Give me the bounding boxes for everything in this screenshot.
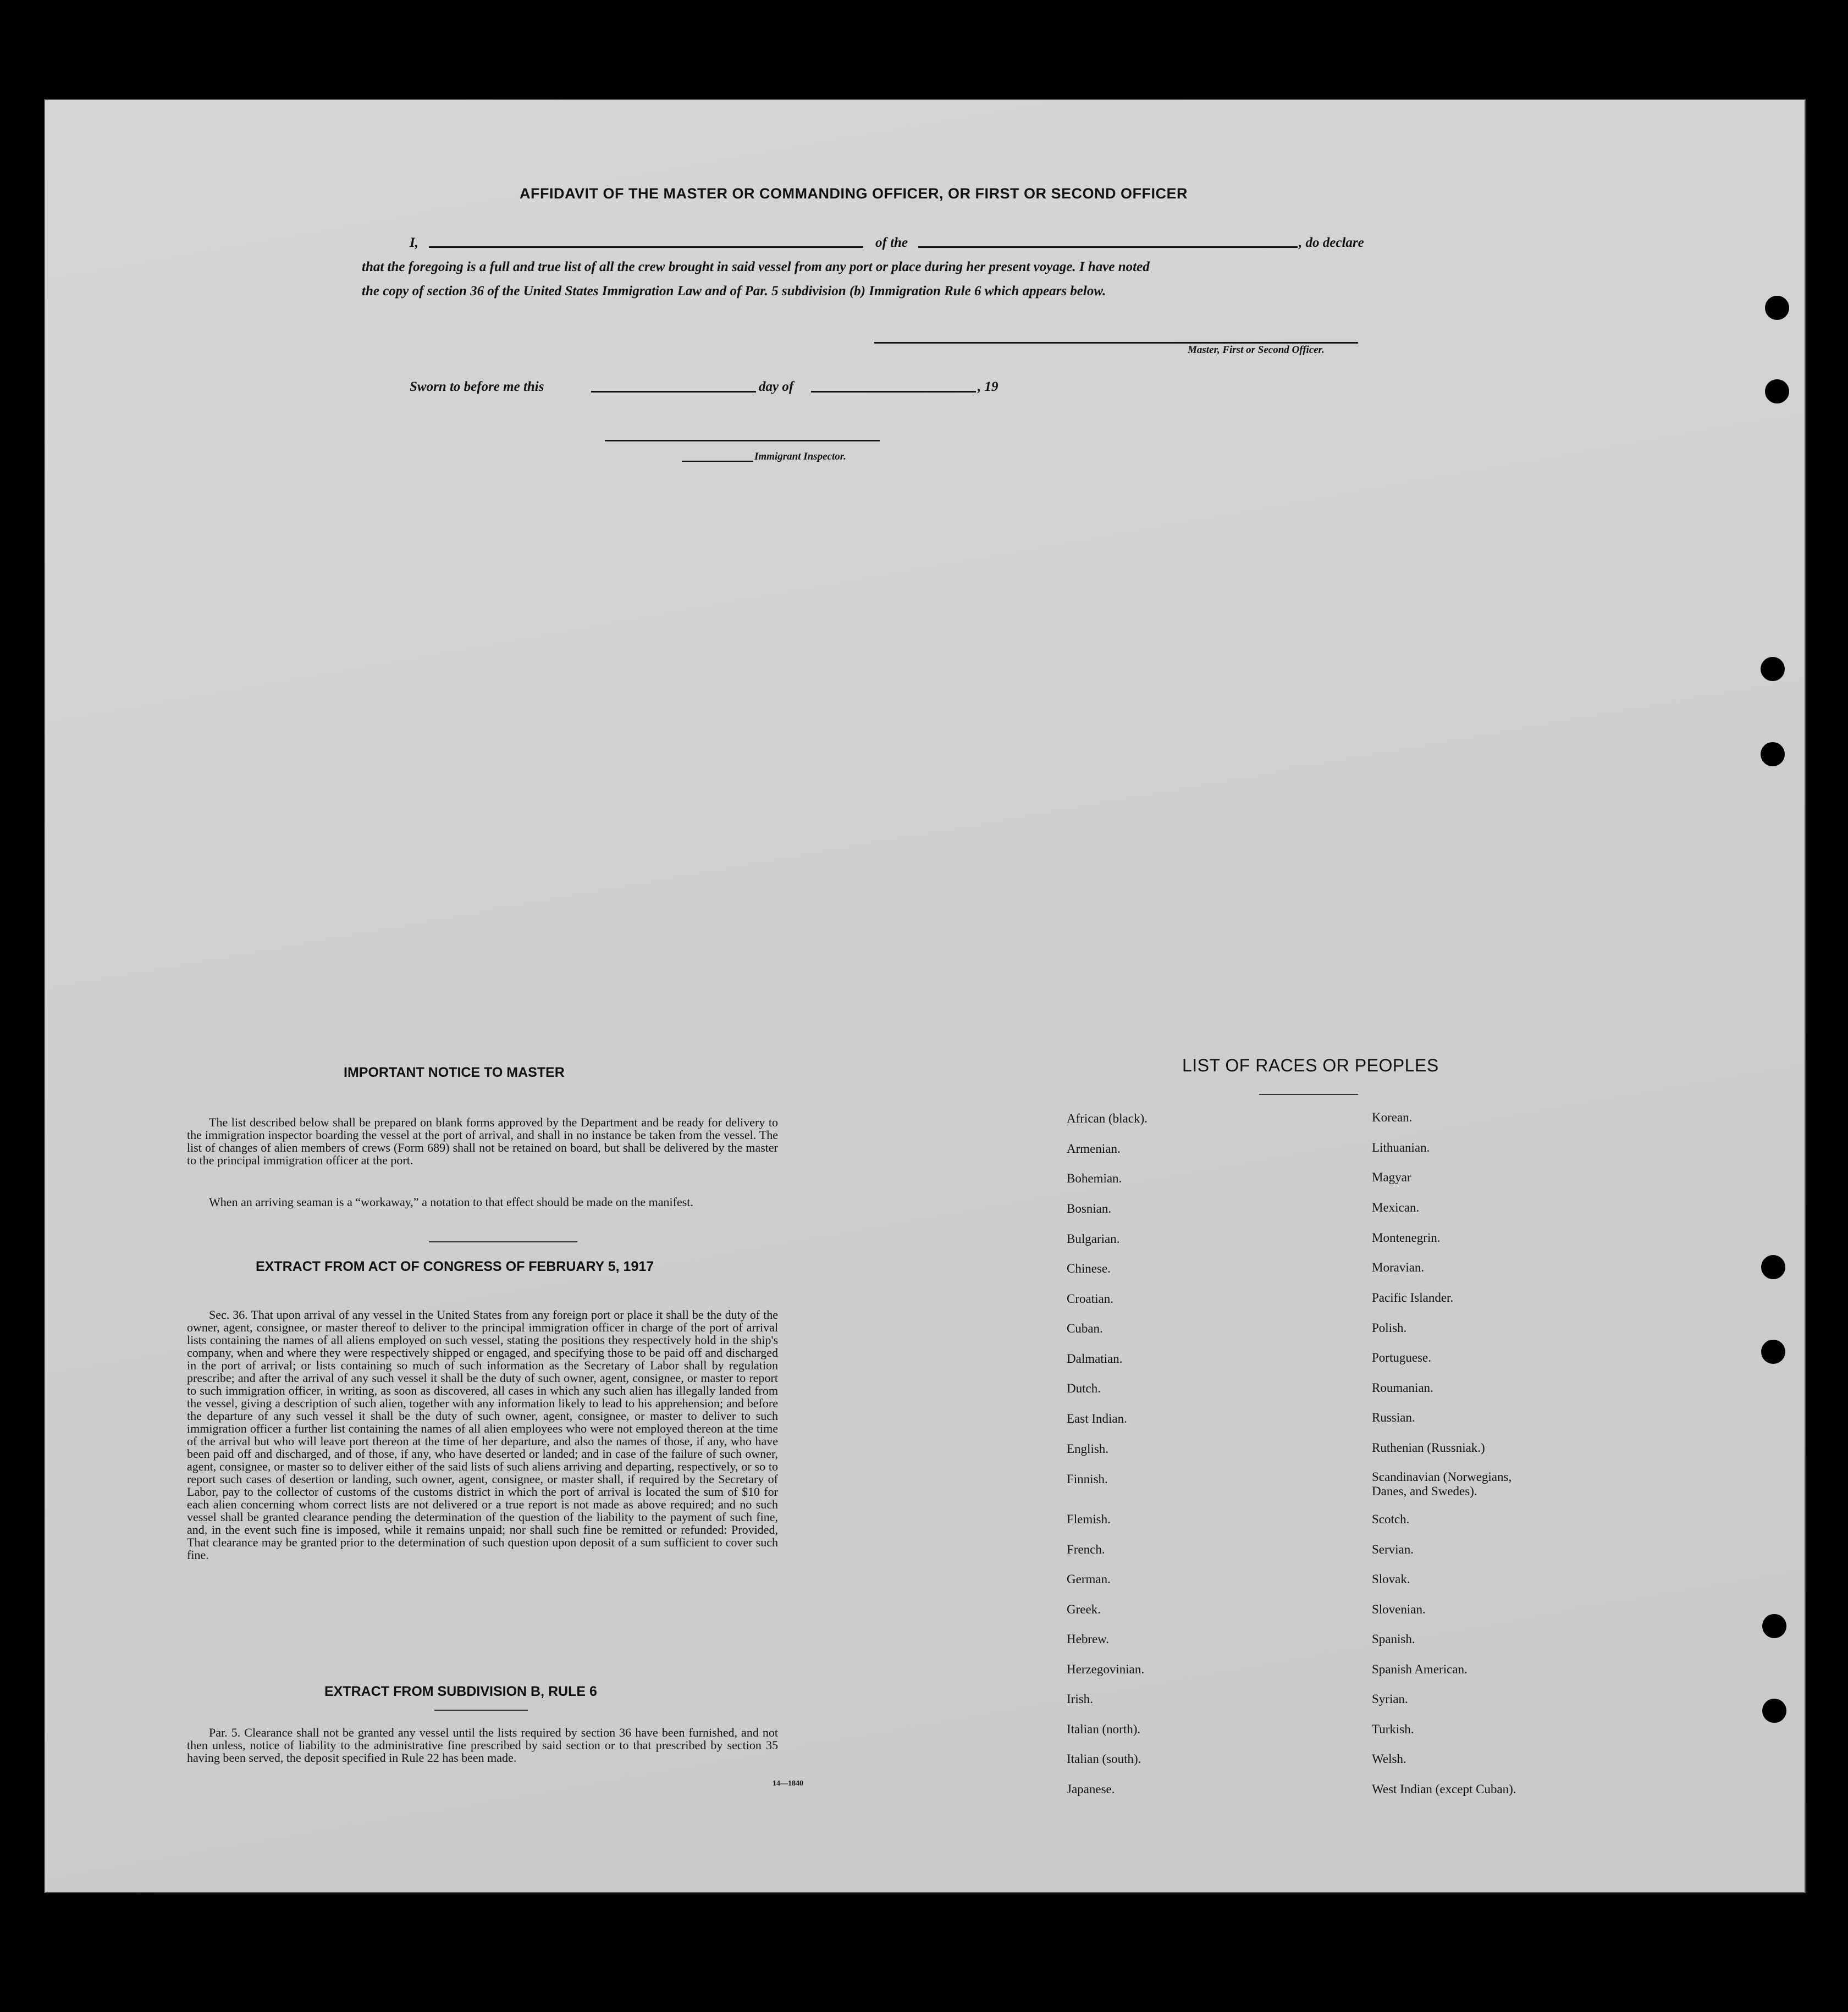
race-item: Russian. — [1372, 1411, 1415, 1424]
race-item: Finnish. — [1067, 1472, 1108, 1486]
race-item: Turkish. — [1372, 1722, 1414, 1736]
race-item: Irish. — [1067, 1692, 1093, 1706]
vessel-line — [918, 246, 1298, 248]
race-item: Croatian. — [1067, 1292, 1113, 1306]
i-label: I, — [410, 235, 418, 250]
master-signature-line — [874, 342, 1358, 344]
year-label: , 19 — [978, 379, 999, 394]
of-the-label: of the — [875, 235, 908, 250]
race-item: Lithuanian. — [1372, 1141, 1430, 1154]
notice-paragraph-1: The list described below shall be prepared on blank forms approved by the Department and be ready for delivery to the immigration inspector boarding the vessel at the port of arrival, and shall in no instance be taken from the vessel. The list of changes of alien members of crews (Form 689) shall not be retained on board, but shall be delivered by the master to the principal immigration officer at the port. — [187, 1115, 778, 1167]
race-item: Bosnian. — [1067, 1202, 1112, 1215]
day-of-label: day of — [759, 379, 794, 394]
binder-hole — [1765, 379, 1789, 403]
rule-extract-text: Par. 5. Clearance shall not be granted any vessel until the lists required by section 36 have been furnished, and not then unless, notice of liability to the administrative fine prescribed by said section or to that prescribed by section 35 having been served, the deposit specified in Rule 22 has been made. — [187, 1726, 778, 1765]
race-item: Dutch. — [1067, 1381, 1101, 1395]
race-item: German. — [1067, 1572, 1111, 1586]
race-item: Syrian. — [1372, 1692, 1408, 1706]
race-item: Japanese. — [1067, 1782, 1115, 1796]
race-item: Portuguese. — [1372, 1351, 1431, 1364]
affidavit-title: AFFIDAVIT OF THE MASTER OR COMMANDING OFFICER, OR FIRST OR SECOND OFFICER — [520, 185, 1188, 202]
do-declare-label: , do declare — [1299, 235, 1364, 250]
race-item: Magyar — [1372, 1170, 1411, 1184]
affidavit-line-2: the copy of section 36 of the United States Immigration Law and of Par. 5 subdivision (b) Immigration Rule 6 which appears below. — [362, 284, 1106, 299]
race-item: Dalmatian. — [1067, 1352, 1123, 1366]
race-item: Mexican. — [1372, 1201, 1420, 1214]
binder-hole — [1761, 1340, 1785, 1364]
race-item: Pacific Islander. — [1372, 1291, 1454, 1305]
day-line — [591, 391, 756, 393]
race-item: Spanish American. — [1372, 1662, 1468, 1676]
binder-hole — [1762, 1699, 1786, 1723]
act-extract-text: Sec. 36. That upon arrival of any vessel in the United States from any foreign port or place it shall be the duty of the owner, agent, consignee, or master thereof to deliver to the principal immigration officer in charge of the port of arrival lists containing the names of all aliens employed on such vessel, stating the positions they respectively hold in the ship's company, when and where they were respectively shipped or engaged, and specifying those to be paid off and discharged in the port of arrival; or lists containing so much of such information as the Secretary of Labor shall by regulation prescribe; and after the arrival of any such vessel it shall be the duty of such owner, agent, consignee, or master to report to such immigration officer, in writing, as soon as discovered, all cases in which any such alien has illegally landed from the vessel, giving a description of such alien, together with any information likely to lead to his apprehension; and before the departure of any such vessel it shall be the duty of such owner, agent, consignee, or master to deliver to such immigration officer a further list containing the names of all alien employees who were not employed thereon at the time of the arrival but who will leave port thereon at the time of her departure, and also the names of those, if any, who have been paid off and discharged, and of those, if any, who have deserted or landed; and in case of the failure of such owner, agent, consignee, or master so to deliver either of the said lists of such aliens arriving and departing, respectively, or so to report such cases of desertion or landing, such owner, agent, consignee, or master shall, if required by the Secretary of Labor, pay to the collector of customs of the customs district in which the port of arrival is located the sum of $10 for each alien concerning whom correct lists are not delivered or a true report is not made as above required; and no such vessel shall be granted clearance pending the determination of the question of the liability to the payment of such fine, and, in the event such fine is imposed, while it remains unpaid; nor shall such fine be remitted or refunded: Provided, That clearance may be granted prior to the determination of such question upon deposit of a sum sufficient to cover such fine. — [187, 1308, 778, 1562]
race-item: Armenian. — [1067, 1142, 1121, 1156]
section-divider — [434, 1710, 528, 1711]
race-item: Greek. — [1067, 1602, 1101, 1616]
race-item: Hebrew. — [1067, 1632, 1110, 1646]
race-item: Bohemian. — [1067, 1171, 1122, 1185]
affidavit-line-1: that the foregoing is a full and true list of all the crew brought in said vessel from any port or place during her present voyage. I have noted — [362, 259, 1150, 274]
race-item: African (black). — [1067, 1112, 1148, 1125]
race-item: Welsh. — [1372, 1752, 1406, 1766]
race-item: Italian (north). — [1067, 1722, 1141, 1736]
race-item: Scandinavian (Norwegians, Danes, and Swedes). — [1372, 1470, 1512, 1498]
race-item: English. — [1067, 1442, 1109, 1456]
race-item: Montenegrin. — [1372, 1231, 1441, 1245]
race-item: West Indian (except Cuban). — [1372, 1782, 1516, 1796]
rule-extract-title: EXTRACT FROM SUBDIVISION B, RULE 6 — [324, 1684, 597, 1699]
notice-title: IMPORTANT NOTICE TO MASTER — [344, 1065, 565, 1080]
races-title-underline — [1259, 1094, 1358, 1095]
race-item: Korean. — [1372, 1110, 1413, 1124]
race-item: French. — [1067, 1543, 1105, 1556]
race-item: Scotch. — [1372, 1512, 1410, 1526]
form-number: 14—1840 — [773, 1779, 803, 1788]
race-item: Herzegovinian. — [1067, 1662, 1145, 1676]
sworn-label: Sworn to before me this — [410, 379, 544, 394]
race-item: Spanish. — [1372, 1632, 1415, 1646]
race-item: Roumanian. — [1372, 1381, 1433, 1395]
inspector-caption: Immigrant Inspector. — [754, 451, 846, 462]
act-extract-title: EXTRACT FROM ACT OF CONGRESS OF FEBRUARY 5, 1917 — [256, 1259, 654, 1274]
race-item: Cuban. — [1067, 1322, 1103, 1335]
race-item: Italian (south). — [1067, 1752, 1141, 1766]
race-item: Slovak. — [1372, 1572, 1410, 1586]
race-item: Slovenian. — [1372, 1602, 1426, 1616]
binder-hole — [1762, 1614, 1786, 1638]
inspector-short-line — [682, 461, 753, 462]
section-divider — [429, 1241, 577, 1242]
form-page — [44, 99, 1806, 1893]
race-item: Polish. — [1372, 1321, 1407, 1335]
race-item: Moravian. — [1372, 1261, 1425, 1274]
races-title: LIST OF RACES OR PEOPLES — [1182, 1055, 1439, 1075]
race-item: Flemish. — [1067, 1512, 1111, 1526]
race-item: East Indian. — [1067, 1412, 1127, 1425]
inspector-signature-line — [605, 440, 880, 441]
binder-hole — [1761, 657, 1785, 681]
name-line — [429, 246, 863, 248]
month-line — [811, 391, 976, 393]
race-item: Servian. — [1372, 1543, 1414, 1556]
binder-hole — [1765, 296, 1789, 320]
race-item: Chinese. — [1067, 1262, 1111, 1275]
notice-paragraph-2: When an arriving seaman is a “workaway,” a notation to that effect should be made on the manifest. — [209, 1195, 693, 1209]
master-caption: Master, First or Second Officer. — [1188, 344, 1325, 356]
race-item: Ruthenian (Russniak.) — [1372, 1441, 1485, 1455]
binder-hole — [1761, 742, 1785, 766]
binder-hole — [1761, 1255, 1785, 1279]
race-item: Bulgarian. — [1067, 1232, 1120, 1246]
